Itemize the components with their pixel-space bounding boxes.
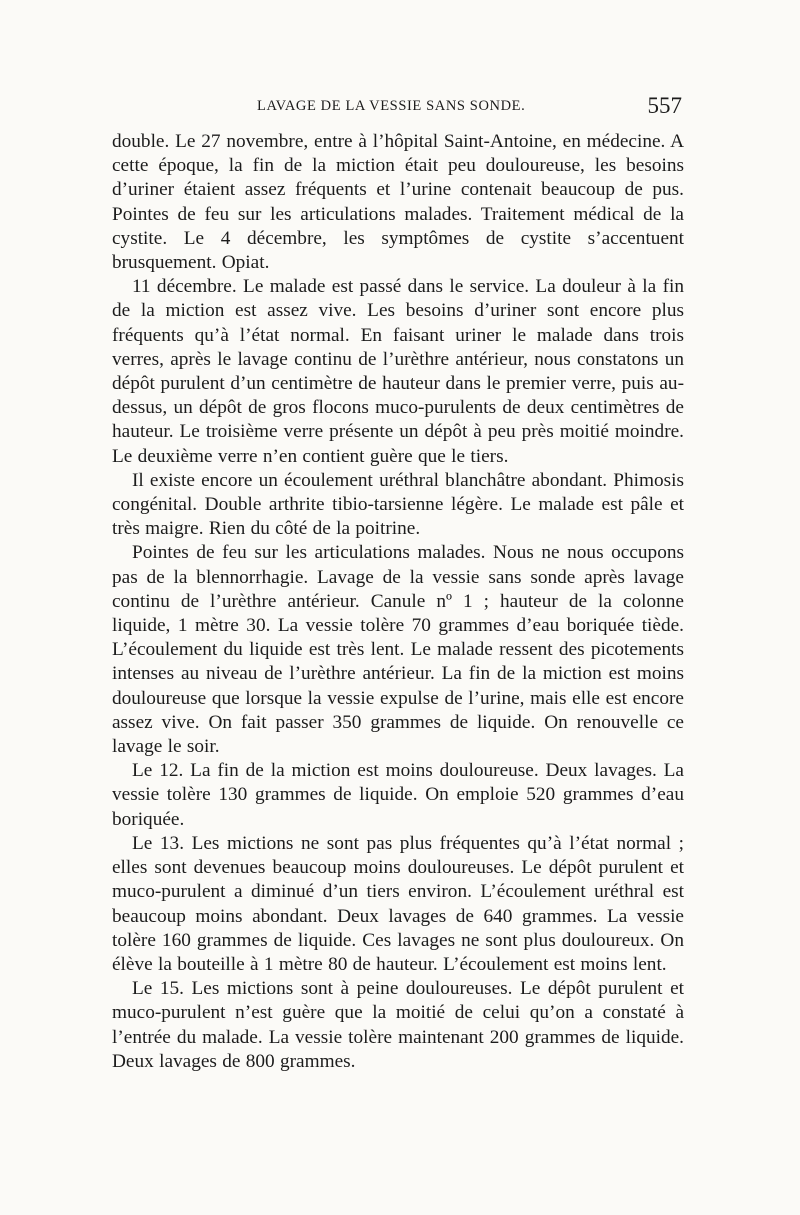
running-head	[112, 93, 684, 130]
book-page	[112, 93, 684, 1074]
page-number: 557	[647, 93, 682, 118]
body-text	[112, 130, 684, 1074]
paragraph-day-12: Le 12. La fin de la miction est moins douloureuse. Deux lavages. La vessie tolère 130 grammes de liquide. On emploie 520 grammes d’eau boriquée.	[112, 760, 684, 830]
running-title: LAVAGE DE LA VESSIE SANS SONDE.	[257, 98, 526, 114]
paragraph-urethral-discharge: Il existe encore un écoulement uréthral blanchâtre abondant. Phimosis congénital. Double arthrite tibio-tarsienne légère. Le malade est pâle et très maigre. Rien du côté de la poitrine.	[112, 469, 684, 540]
paragraph-day-13: Le 13. Les mictions ne sont pas plus fréquentes qu’à l’état normal ; elles sont devenues beaucoup moins douloureuses. Le dépôt purulent et muco-purulent a diminué d’un tiers environ. L’écoulement uréthral est beaucoup moins abondant. Deux lavages de 640 grammes. La vessie tolère 160 grammes de liquide. Ces lavages ne sont plus douloureux. On élève la bouteille à 1 mètre 80 de hauteur. L’écoulement est moins lent.	[112, 832, 684, 975]
paragraph-december-11: 11 décembre. Le malade est passé dans le service. La douleur à la fin de la miction est assez vive. Les besoins d’uriner sont encore plus fréquents qu’à l’état normal. En faisant uriner le malade dans trois verres, après le lavage continu de l’urèthre antérieur, nous constatons un dépôt purulent d’un centimètre de hauteur dans le premier verre, puis au-dessus, un dépôt de gros flocons muco-purulents de deux centimètres de hauteur. Le troisième verre présente un dépôt à peu près moitié moindre. Le deuxième verre n’en contient guère que le tiers.	[112, 276, 684, 467]
paragraph-treatment: Pointes de feu sur les articulations malades. Nous ne nous occupons pas de la blennorrhagie. Lavage de la vessie sans sonde après lavage continu de l’urèthre antérieur. Canule nº 1 ; hauteur de la colonne liquide, 1 mètre 30. La vessie tolère 70 grammes d’eau boriquée tiède. L’écoulement du liquide est très lent. Le malade ressent des picotements intenses au niveau de l’urèthre antérieur. La fin de la miction est moins douloureuse que lorsque la vessie expulse de l’urine, mais elle est encore assez vive. On fait passer 350 grammes de liquide. On renouvelle ce lavage le soir.	[112, 542, 684, 758]
paragraph-continued: double. Le 27 novembre, entre à l’hôpital Saint-Antoine, en médecine. A cette époque, la fin de la miction était peu douloureuse, les besoins d’uriner étaient assez fréquents et l’urine contenait beaucoup de pus. Pointes de feu sur les articulations malades. Traitement médical de la cystite. Le 4 décembre, les symptômes de cystite s’accentuent brusquement. Opiat.	[112, 131, 684, 274]
paragraph-day-15: Le 15. Les mictions sont à peine douloureuses. Le dépôt purulent et muco-purulent n’est guère que la moitié de celui qu’on a constaté à l’entrée du malade. La vessie tolère maintenant 200 grammes de liquide. Deux lavages de 800 grammes.	[112, 978, 684, 1072]
